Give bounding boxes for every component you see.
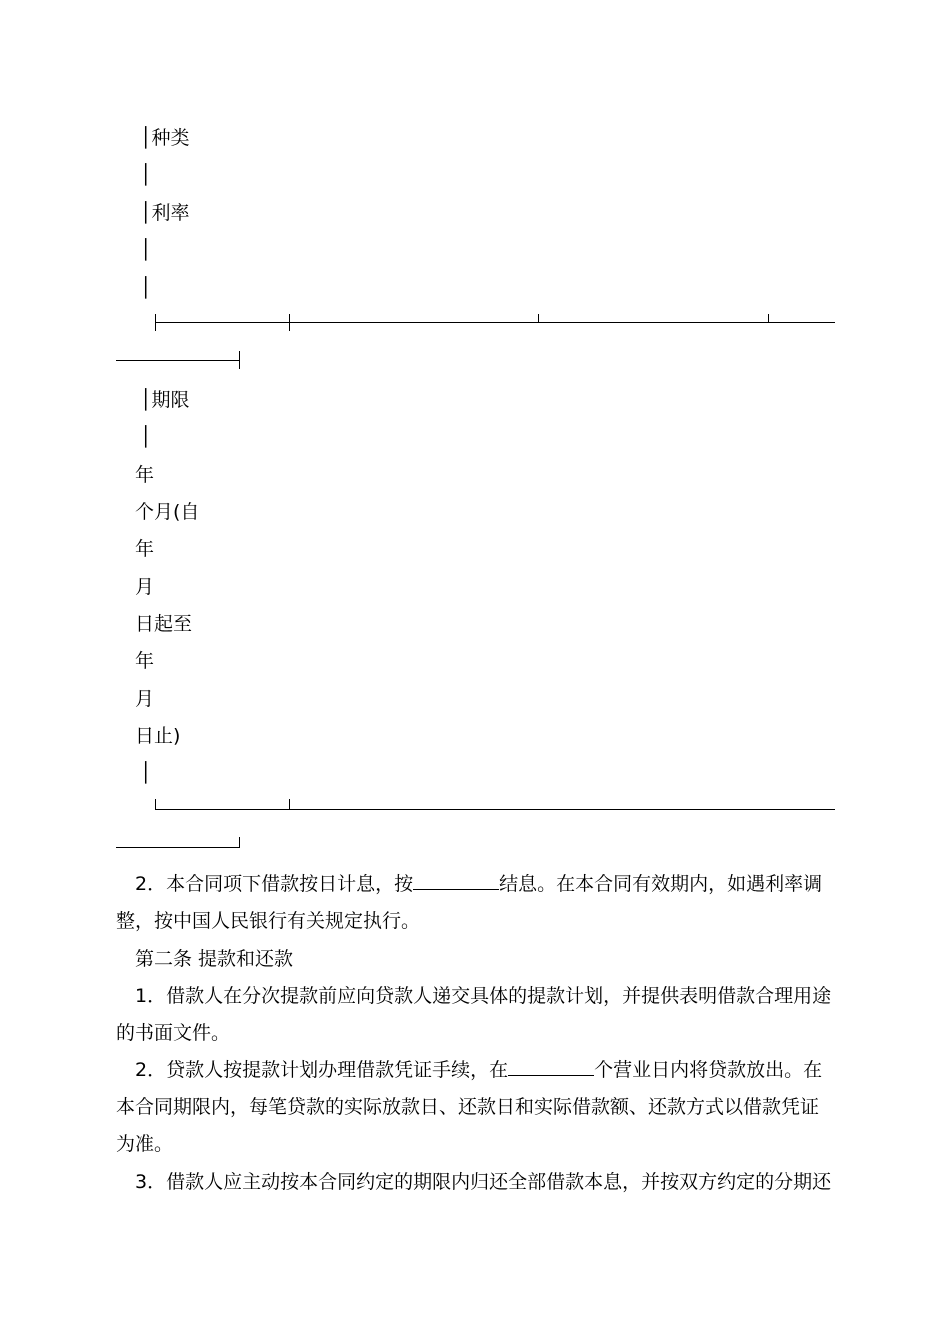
table-rule <box>116 360 240 361</box>
clause-number: 2． <box>135 873 167 895</box>
period-text: 月 <box>135 576 155 598</box>
row-label-rate: │利率 <box>140 202 190 224</box>
clause-loan-release <box>116 1052 836 1163</box>
table-rule <box>155 322 835 323</box>
table-rule-tick <box>538 314 539 323</box>
clause-line <box>116 978 836 1015</box>
row-pipe: │ <box>140 762 152 784</box>
clause-text: 本合同项下借款按日计息，按 <box>166 873 414 895</box>
period-text: 月 <box>135 688 155 710</box>
row-pipe: │ <box>140 164 152 186</box>
clause-line <box>116 866 836 903</box>
period-text: 个月(自 <box>135 501 200 523</box>
row-pipe: │ <box>140 277 152 299</box>
article-title: 第二条 提款和还款 <box>135 948 294 970</box>
clause-number: 1． <box>135 985 167 1007</box>
fill-in-blank[interactable] <box>413 871 499 890</box>
row-label-type: │种类 <box>140 127 190 149</box>
table-rule-tick <box>289 799 290 810</box>
table-rule <box>116 847 240 848</box>
period-text: 年 <box>135 538 155 560</box>
clause-number: 2． <box>135 1059 167 1081</box>
period-text: 日起至 <box>135 613 193 635</box>
clause-line <box>116 1164 836 1201</box>
clause-repayment <box>116 1164 836 1201</box>
table-rule-tick <box>239 837 240 848</box>
clause-withdrawal-plan <box>116 978 836 1052</box>
row-pipe: │ <box>140 239 152 261</box>
clause-text: 贷款人按提款计划办理借款凭证手续，在 <box>166 1059 509 1081</box>
table-rule-tick <box>768 314 769 323</box>
clause-number: 3． <box>135 1171 167 1193</box>
clause-text: 个营业日内将贷款放出。在 <box>594 1059 823 1081</box>
clause-text: 借款人应主动按本合同约定的期限内归还全部借款本息，并按双方约定的分期还 <box>166 1171 832 1193</box>
clause-text: 借款人在分次提款前应向贷款人递交具体的提款计划，并提供表明借款合理用途 <box>166 985 832 1007</box>
row-label-period: │期限 <box>140 389 190 411</box>
period-text: 年 <box>135 464 155 486</box>
fill-in-blank[interactable] <box>508 1057 594 1076</box>
clause-interest <box>116 866 836 940</box>
table-rule-tick <box>155 799 156 810</box>
period-text: 日止) <box>135 725 181 747</box>
clause-line: 为准。 <box>116 1133 174 1155</box>
clause-line: 本合同期限内，每笔贷款的实际放款日、还款日和实际借款额、还款方式以借款凭证 <box>116 1096 820 1118</box>
table-rule-tick <box>289 314 290 331</box>
clause-text: 结息。在本合同有效期内，如遇利率调 <box>499 873 823 895</box>
table-rule <box>155 809 835 810</box>
clause-line <box>116 1052 836 1089</box>
period-text: 年 <box>135 650 155 672</box>
table-rule-tick <box>239 351 240 369</box>
clause-line: 的书面文件。 <box>116 1022 231 1044</box>
clause-line: 整，按中国人民银行有关规定执行。 <box>116 910 421 932</box>
row-pipe: │ <box>140 426 152 448</box>
table-rule-tick <box>155 314 156 331</box>
